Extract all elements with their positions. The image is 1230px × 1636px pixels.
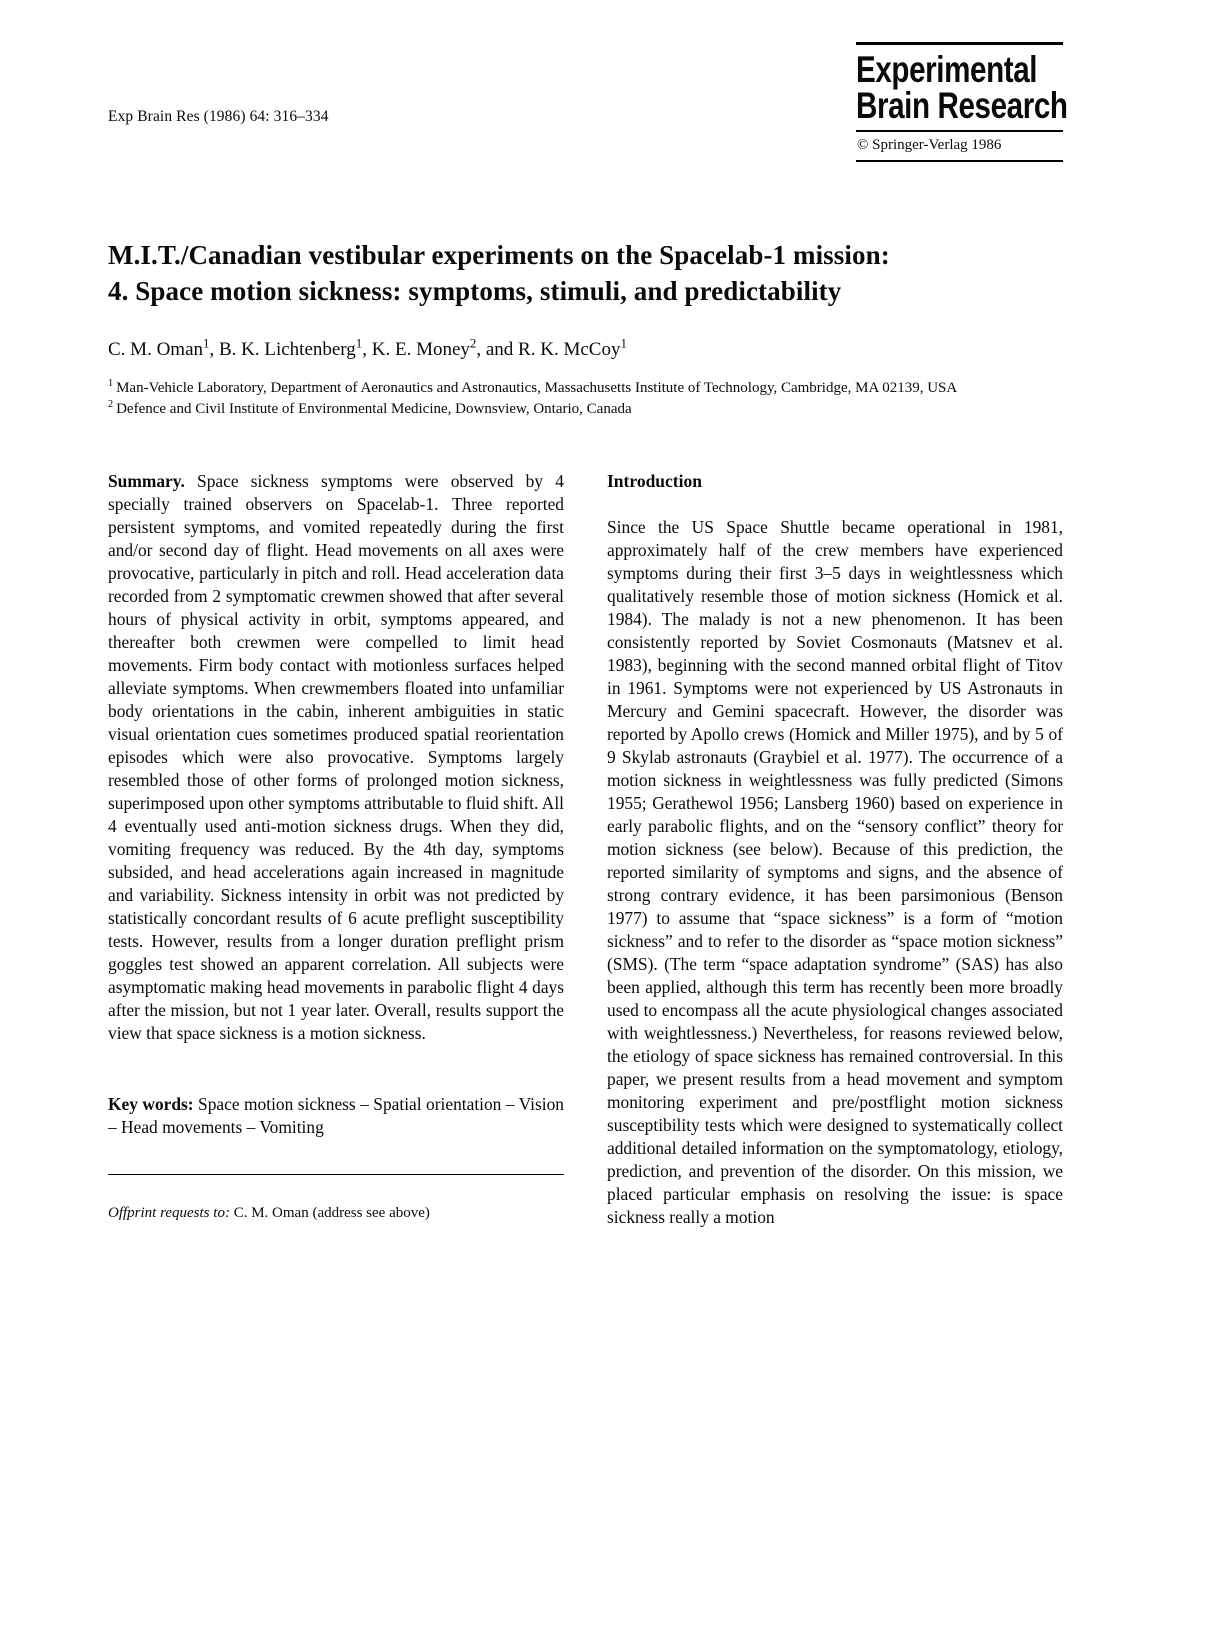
author-name: C. M. Oman <box>108 339 203 361</box>
footnote-divider <box>108 1174 564 1175</box>
authors-line <box>108 335 1063 361</box>
author <box>371 335 519 361</box>
affiliations <box>108 378 1063 420</box>
author-affiliation-marker: 1 <box>355 335 363 351</box>
author-separator: , <box>362 339 372 361</box>
affiliation-marker: 1 <box>108 378 114 390</box>
journal-copyright: © Springer-Verlag 1986 <box>857 137 1002 154</box>
introduction-heading: Introduction <box>607 471 702 492</box>
keywords-label: Key words: <box>108 1094 194 1115</box>
logo-middle-rule <box>856 130 1063 132</box>
summary-text: Space sickness symptoms were observed by 4 specially trained observers on Spacelab-1. Three reported persistent symptoms, and vomited repeatedly during the first and/or second day of flight. Head movements on all axes were provocative, particularly in pitch and roll. Head acceleration data recorded from 2 symptomatic crewmen showed that after several hours of physical activity in orbit, symptoms appeared, and thereafter both crewmen were compelled to limit head movements. Firm body contact with motionless surfaces helped alleviate symptoms. When crewmembers floated into unfamiliar body orientations in the cabin, inherent ambiguities in static visual orientation cues sometimes produced spatial reorientation episodes which were also provocative. Symptoms largely resembled those of other forms of prolonged motion sickness, superimposed upon other symptoms attributable to fluid shift. All 4 eventually used anti-motion sickness drugs. When they did, vomiting frequency was reduced. By the 4th day, symptoms subsided, and head accelerations again increased in magnitude and variability. Sickness intensity in orbit was not predicted by statistically concordant results of 6 acute preflight susceptibility tests. However, results from a longer duration preflight prism goggles test showed an apparent correlation. All subjects were asymptomatic making head movements in parabolic flight 4 days after the mission, but not 1 year later. Overall, results support the view that space sickness is a motion sickness. <box>108 471 564 1044</box>
page-header <box>108 42 1068 162</box>
left-column <box>108 470 564 1229</box>
author-name: K. E. Money <box>371 339 470 361</box>
page-content <box>0 42 1230 1229</box>
journal-name-line1: Experimental <box>856 49 1038 90</box>
author <box>518 335 627 361</box>
author-separator: , and <box>476 339 519 361</box>
offprint-label: Offprint requests to: <box>108 1205 230 1222</box>
keywords-text: Space motion sickness – Spatial orientation – Vision – Head movements – Vomiting <box>108 1094 564 1138</box>
author-affiliation-marker: 1 <box>203 335 210 351</box>
article-title-line1: M.I.T./Canadian vestibular experiments on the Spacelab-1 mission: <box>108 240 890 271</box>
journal-citation: Exp Brain Res (1986) 64: 316–334 <box>108 108 329 125</box>
logo-top-rule <box>856 42 1063 45</box>
logo-bottom-rule <box>856 160 1063 162</box>
author-name: B. K. Lichtenberg <box>218 339 356 361</box>
author-name: R. K. McCoy <box>518 339 621 361</box>
right-column <box>607 470 1063 1229</box>
summary-paragraph <box>108 470 564 1045</box>
affiliation-1 <box>108 378 1063 399</box>
summary-label: Summary. <box>108 471 185 492</box>
offprint-footnote <box>108 1202 564 1225</box>
affiliation-2 <box>108 399 1063 420</box>
article-title-line2: 4. Space motion sickness: symptoms, stimuli, and predictability <box>108 275 842 306</box>
affiliation-text: Man-Vehicle Laboratory, Department of Aeronautics and Astronautics, Massachusetts Institute of Technology, Cambridge, MA 02139, USA <box>116 380 958 397</box>
introduction-text: Since the US Space Shuttle became operational in 1981, approximately half of the crew members have experienced symptoms during their first 3–5 days in weightlessness which qualitatively resemble those of motion sickness (Homick et al. 1984). The malady is not a new phenomenon. It has been consistently reported by Soviet Cosmonauts (Matsnev et al. 1983), beginning with the second manned orbital flight of Titov in 1961. Symptoms were not experienced by US Astronauts in Mercury and Gemini spacecraft. However, the disorder was reported by Apollo crews (Homick and Miller 1975), and by 5 of 9 Skylab astronauts (Graybiel et al. 1977). The occurrence of a motion sickness in weightlessness was fully predicted (Simons 1955; Gerathewol 1956; Lansberg 1960) based on experience in early parabolic flights, and on the “sensory conflict” theory for motion sickness (see below). Because of this prediction, the reported similarity of symptoms and signs, and the absence of strong contrary evidence, it has been parsimonious (Benson 1977) to assume that “space sickness” is a form of “motion sickness” and to refer to the disorder as “space motion sickness” (SMS). (The term “space adaptation syndrome” (SAS) has also been applied, although this term has recently been more broadly used to encompass all the acute physiological changes associated with weightlessness.) Nevertheless, for reasons reviewed below, the etiology of space sickness has remained controversial. In this paper, we present results from a head movement and symptom monitoring experiment and pre/postflight motion sickness susceptibility tests which were designed to systematically collect additional detailed information on the symptomatology, etiology, prediction, and prevention of the disorder. On this mission, we placed particular emphasis on resolving the issue: is space sickness really a motion <box>607 517 1063 1228</box>
author-separator: , <box>209 339 219 361</box>
author <box>108 335 219 361</box>
affiliation-marker: 2 <box>108 399 114 411</box>
author-affiliation-marker: 2 <box>469 335 477 351</box>
journal-logo <box>856 42 1068 162</box>
offprint-text: C. M. Oman (address see above) <box>229 1205 430 1222</box>
affiliation-text: Defence and Civil Institute of Environmental Medicine, Downsview, Ontario, Canada <box>116 401 632 418</box>
article-title <box>108 238 1063 309</box>
journal-name-line2: Brain Research <box>856 84 1068 126</box>
author <box>218 335 372 361</box>
article-body <box>108 470 1063 1229</box>
keywords-paragraph <box>108 1093 564 1139</box>
author-affiliation-marker: 1 <box>620 335 627 351</box>
